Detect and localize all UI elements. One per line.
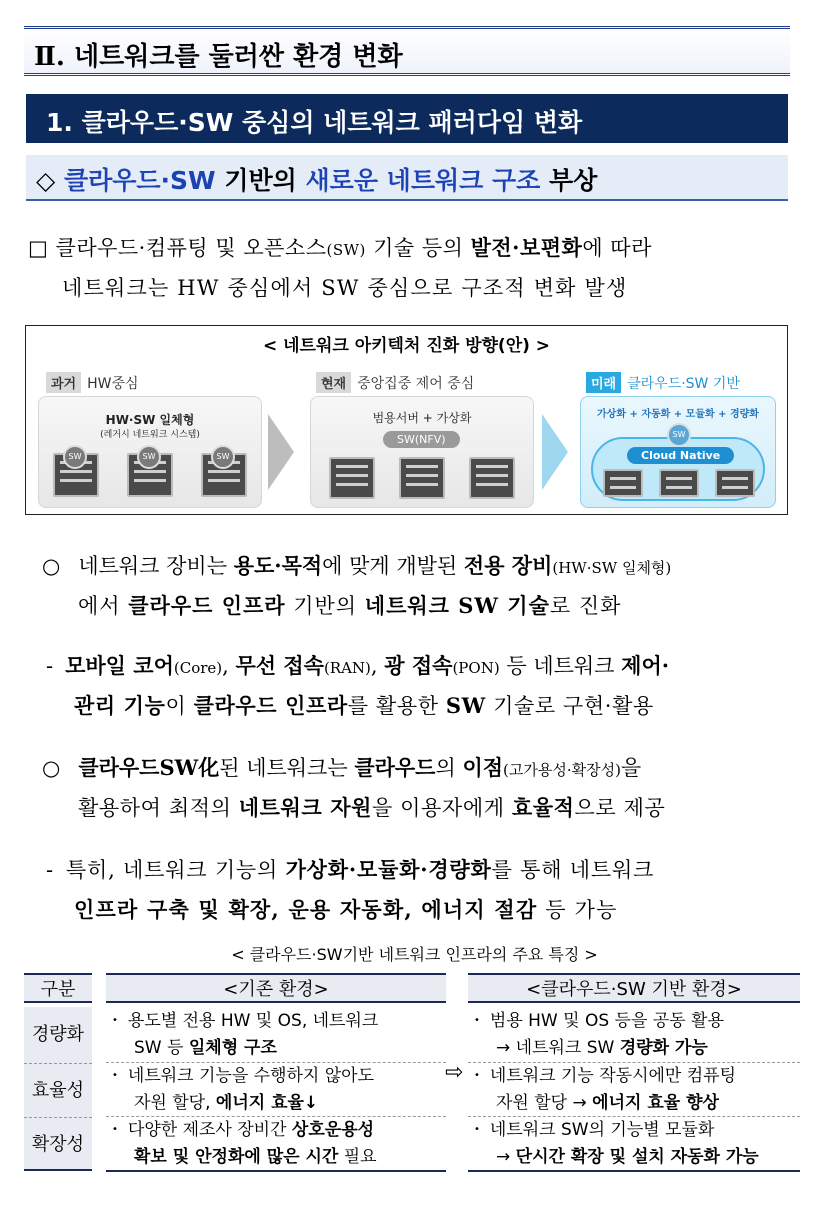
cell-text: → <box>496 1147 516 1167</box>
bullet-bold: 전용 장비 <box>463 553 553 578</box>
old-env-cell <box>112 1118 377 1169</box>
bullet-dot-icon: • <box>112 1124 118 1135</box>
row-divider <box>106 1062 446 1063</box>
bullet-text: 특히, 네트워크 기능의 <box>65 858 286 882</box>
stage-future-tag: 미래 <box>586 372 621 393</box>
bullet-text: 의 <box>435 756 463 780</box>
stage-present-title: 범용서버 + 가상화 <box>372 411 472 425</box>
bullet-bold: 인프라 구축 및 확장, 운용 자동화, 에너지 절감 <box>74 897 538 922</box>
cell-bold: 일체형 구조 <box>188 1038 277 1058</box>
bullet-note: (고가용성·확장성) <box>503 761 621 779</box>
server-rack-icon <box>603 469 643 497</box>
sw-badge: SW <box>137 445 161 469</box>
table-header-old: <기존 환경> <box>106 973 446 1003</box>
stage-present-label <box>316 372 474 393</box>
cell-text: 범용 HW 및 OS 등을 공동 활용 <box>489 1011 724 1031</box>
old-env-cell <box>112 1064 374 1115</box>
server-rack-icon <box>399 457 445 499</box>
diamond-heading-part3: 새로운 네트워크 구조 <box>305 166 541 195</box>
bullet-text: 을 <box>620 756 642 780</box>
bullet-bold: 효율적 <box>511 795 575 820</box>
para1-text: 에 따라 <box>582 236 652 260</box>
cell-text: 용도별 전용 HW 및 OS, 네트워크 <box>127 1011 379 1031</box>
cell-text: 자원 할당 → <box>496 1093 593 1113</box>
bullet-text: 으로 제공 <box>574 796 666 820</box>
diamond-icon: ◇ <box>36 166 56 195</box>
bullet2-line2 <box>74 690 654 720</box>
bullet3-line1 <box>42 752 641 782</box>
subsection-text: 중심의 네트워크 <box>242 108 420 137</box>
new-env-cell <box>474 1009 724 1060</box>
diamond-heading-bar <box>26 155 788 201</box>
bullet-text: 에 맞게 개발된 <box>322 554 464 578</box>
bullet-text: 활용하여 최적의 <box>78 796 239 820</box>
cell-text: → 네트워크 SW <box>496 1038 620 1058</box>
checkbox-bullet: □ <box>28 236 56 260</box>
sw-badge: SW <box>211 445 235 469</box>
bullet-text: 이 <box>165 694 194 718</box>
sw-badge: SW <box>63 445 87 469</box>
bullet-text: 에서 <box>78 594 129 618</box>
cell-bold: 에너지 효율 향상 <box>592 1093 719 1113</box>
bullet-bold: 클라우드 인프라 <box>193 693 348 718</box>
diamond-heading-part2: 기반의 <box>224 166 297 195</box>
bullet-bold: SW化 <box>159 755 220 780</box>
stage-future-title: 가상화 + 자동화 + 모듈화 + 경량화 <box>597 409 759 420</box>
table-row-label: 경량화 <box>24 1007 92 1063</box>
section-number: Ⅱ. <box>34 42 65 72</box>
stage-past-subtitle: (레거시 네트워크 시스템) <box>100 430 200 440</box>
cell-bold: 확보 및 안정화에 많은 시간 <box>134 1147 339 1167</box>
bullet4-line2 <box>74 894 618 924</box>
new-env-cell <box>474 1118 759 1169</box>
section-title-bar <box>24 26 790 76</box>
table-bottom-border <box>468 1170 800 1172</box>
bullet-bold: 모바일 코어 <box>65 653 174 678</box>
bullet-note: (HW·SW 일체형) <box>552 559 672 577</box>
cell-text: SW 등 <box>134 1038 189 1058</box>
bullet-text: 기반의 <box>285 594 365 618</box>
para1-line1 <box>28 232 652 262</box>
bullet-dot-icon: • <box>474 1015 480 1026</box>
para1-text: 클라우드·컴퓨팅 및 오픈소스 <box>55 236 327 260</box>
stage-future-panel <box>580 396 776 508</box>
bullet-text: , <box>222 654 236 678</box>
figure-caption: < 네트워크 아키텍처 진화 방향(안) > <box>262 336 551 356</box>
stage-present-panel <box>310 396 534 508</box>
double-arrow-icon: ⇨ <box>445 1060 464 1085</box>
bullet-dot-icon: • <box>112 1070 118 1081</box>
server-rack-icon <box>715 469 755 497</box>
subsection-highlight-2: 패러다임 변화 <box>428 108 583 137</box>
bullet-text: 로 진화 <box>549 594 622 618</box>
para1-note: (SW) <box>326 241 366 259</box>
bullet-text: 등 가능 <box>537 898 618 922</box>
bullet4-line1 <box>46 854 654 884</box>
bullet-dot-icon: • <box>474 1070 480 1081</box>
cell-text: 네트워크 기능 작동시에만 컴퓨팅 <box>489 1066 737 1086</box>
table-caption: < 클라우드·SW기반 네트워크 인프라의 주요 특징 > <box>231 945 598 964</box>
cell-bold: 단시간 확장 및 설치 자동화 가능 <box>515 1147 759 1167</box>
subsection-highlight-1: 클라우드·SW <box>81 108 234 137</box>
bullet-bold: 제어· <box>621 653 670 678</box>
diamond-heading-part4: 부상 <box>549 166 598 195</box>
stage-present-text: 중앙집중 제어 중심 <box>357 376 475 392</box>
bullet-text: 기술로 구현·활용 <box>485 694 654 718</box>
bullet-note: (PON) <box>452 659 500 677</box>
bullet-bold: 클라우드 인프라 <box>128 593 286 618</box>
para1-text: 기술 등의 <box>365 236 471 260</box>
para1-line2: 네트워크는 HW 중심에서 SW 중심으로 구조적 변화 발생 <box>62 276 628 300</box>
bullet-bold: 클라우드 <box>354 755 436 780</box>
arrow-right-icon <box>268 414 294 490</box>
bullet-bold: 무선 접속 <box>235 653 324 678</box>
bullet-dot-icon: • <box>474 1124 480 1135</box>
bullet-note: (RAN) <box>323 659 371 677</box>
bullet-bold: 관리 기능 <box>74 693 166 718</box>
cell-text: 다양한 제조사 장비간 <box>127 1120 292 1140</box>
bullet-bold: 가상화·모듈화·경량화 <box>285 857 492 882</box>
bullet-bold: SW <box>445 693 486 718</box>
arrow-right-icon <box>542 414 568 490</box>
diamond-heading-part1: 클라우드·SW <box>63 166 216 195</box>
bullet-text: 을 이용자에게 <box>372 796 512 820</box>
cell-text: 자원 할당, <box>134 1093 216 1113</box>
subsection-number: 1. <box>46 108 73 137</box>
stage-past-panel <box>38 396 262 508</box>
new-env-cell <box>474 1064 736 1115</box>
server-rack-icon <box>469 457 515 499</box>
section-title-text: 네트워크를 둘러싼 환경 변화 <box>74 42 403 72</box>
old-env-cell <box>112 1009 378 1060</box>
cell-bold: 에너지 효율↓ <box>215 1093 319 1113</box>
row-divider <box>468 1116 800 1117</box>
cell-text: 필요 <box>338 1147 377 1167</box>
section-title <box>34 36 403 73</box>
circle-bullet-icon: ○ <box>42 756 61 780</box>
subsection-title-bar <box>26 94 788 143</box>
stage-present-tag: 현재 <box>316 372 351 393</box>
stage-past-tag: 과거 <box>46 372 81 393</box>
stage-past-text: HW중심 <box>87 376 139 392</box>
bullet-dot-icon: • <box>112 1015 118 1026</box>
table-row-label: 확장성 <box>24 1117 92 1171</box>
architecture-figure <box>25 325 788 515</box>
cloud-native-badge: Cloud Native <box>627 447 734 464</box>
server-rack-icon <box>329 457 375 499</box>
row-divider <box>468 1062 800 1063</box>
bullet-text: 등 네트워크 <box>499 654 622 678</box>
sw-badge: SW <box>667 423 691 447</box>
bullet-text: 를 통해 네트워크 <box>491 858 655 882</box>
stage-future-text: 클라우드·SW 기반 <box>627 376 740 392</box>
table-header-category: 구분 <box>24 973 92 1003</box>
bullet-bold: 용도·목적 <box>233 553 323 578</box>
cell-text: 네트워크 SW의 기능별 모듈화 <box>489 1120 715 1140</box>
table-bottom-border <box>106 1170 446 1172</box>
table-row-label: 효율성 <box>24 1063 92 1117</box>
bullet-bold: 네트워크 자원 <box>238 795 372 820</box>
cell-bold: 상호운용성 <box>291 1120 375 1140</box>
bullet-bold: 이점 <box>462 755 504 780</box>
diamond-heading <box>36 161 597 197</box>
bullet1-line1 <box>42 550 671 580</box>
bullet3-line2 <box>78 792 665 822</box>
stage-future-label <box>586 372 740 393</box>
bullet-bold: 네트워크 SW 기술 <box>364 593 550 618</box>
stage-past-title: HW·SW 일체형 <box>105 413 195 427</box>
bullet2-line1 <box>46 650 669 680</box>
bullet-bold: 광 접속 <box>384 653 453 678</box>
cell-text: 네트워크 기능을 수행하지 않아도 <box>127 1066 375 1086</box>
bullet-text: 를 활용한 <box>347 694 446 718</box>
table-header-new: <클라우드·SW 기반 환경> <box>468 973 800 1003</box>
cell-bold: 경량화 가능 <box>619 1038 708 1058</box>
bullet1-line2 <box>78 590 621 620</box>
bullet-note: (Core) <box>173 659 223 677</box>
para1-bold: 발전·보편화 <box>470 235 583 260</box>
bullet-text: 된 네트워크는 <box>219 756 355 780</box>
server-rack-icon <box>659 469 699 497</box>
nfv-badge: SW(NFV) <box>383 431 460 448</box>
subsection-title <box>46 103 582 139</box>
stage-past-label <box>46 372 139 393</box>
bullet-text: , <box>370 654 385 678</box>
dash-bullet: - <box>46 858 54 882</box>
row-divider <box>106 1116 446 1117</box>
bullet-bold: 클라우드 <box>78 755 160 780</box>
circle-bullet-icon: ○ <box>42 554 61 578</box>
bullet-text: 네트워크 장비는 <box>78 554 234 578</box>
dash-bullet: - <box>46 654 54 678</box>
